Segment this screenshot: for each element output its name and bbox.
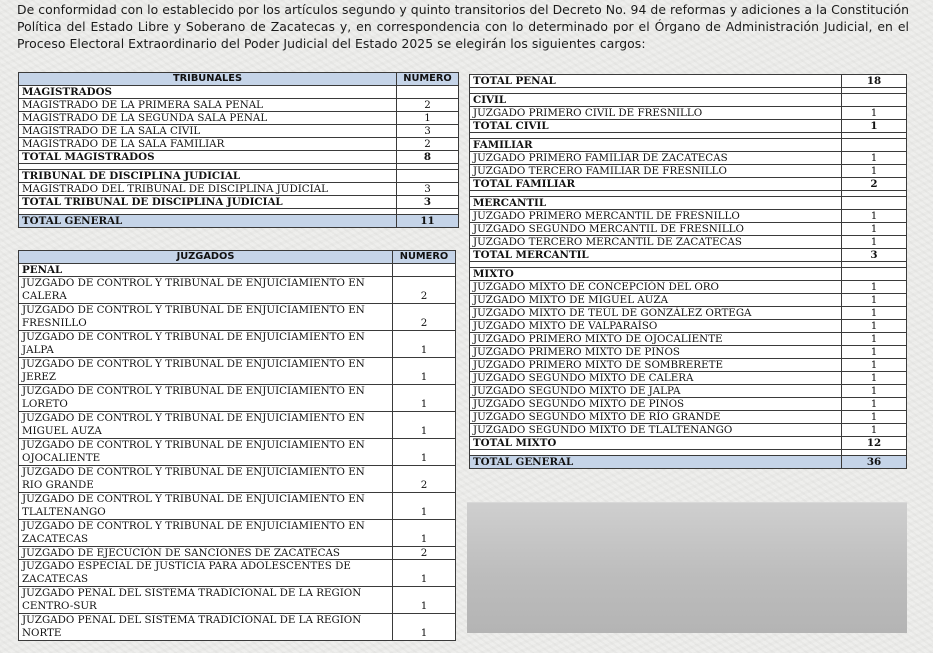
table-row: JUZGADO SEGUNDO MIXTO DE RÍO GRANDE 1 bbox=[470, 411, 907, 424]
numero-header: NÚMERO bbox=[393, 251, 456, 264]
table-row: JUZGADO MIXTO DE VALPARAÍSO 1 bbox=[470, 320, 907, 333]
gray-placeholder-box bbox=[467, 502, 907, 633]
table-row: JUZGADO PENAL DEL SISTEMA TRADICIONAL DE LA REGION NORTE 1 bbox=[19, 614, 456, 641]
section-title-civil: CIVIL bbox=[470, 94, 842, 107]
table-row: JUZGADO SEGUNDO MIXTO DE JALPA 1 bbox=[470, 385, 907, 398]
total-row: TOTAL PENAL 18 bbox=[470, 75, 907, 88]
table-row: JUZGADO PRIMERO MERCANTIL DE FRESNILLO 1 bbox=[470, 210, 907, 223]
table-row: JUZGADO MIXTO DE CONCEPCIÓN DEL ORO 1 bbox=[470, 281, 907, 294]
total-row: TOTAL MERCANTIL 3 bbox=[470, 249, 907, 262]
table-row: JUZGADO DE CONTROL Y TRIBUNAL DE ENJUICIAMIENTO EN ZACATECAS 1 bbox=[19, 520, 456, 547]
table-row: JUZGADO SEGUNDO MIXTO DE PINOS 1 bbox=[470, 398, 907, 411]
table-row: JUZGADO DE CONTROL Y TRIBUNAL DE ENJUICIAMIENTO EN CALERA 2 bbox=[19, 277, 456, 304]
table-row: JUZGADO DE CONTROL Y TRIBUNAL DE ENJUICIAMIENTO EN JEREZ 1 bbox=[19, 358, 456, 385]
section-title-mercantil: MERCANTIL bbox=[470, 197, 842, 210]
table-row: JUZGADO SEGUNDO MIXTO DE CALERA 1 bbox=[470, 372, 907, 385]
table-row: JUZGADO PRIMERO CIVIL DE FRESNILLO 1 bbox=[470, 107, 907, 120]
table-row: JUZGADO DE CONTROL Y TRIBUNAL DE ENJUICIAMIENTO EN JALPA 1 bbox=[19, 331, 456, 358]
numero-header: NÚMERO bbox=[397, 73, 459, 86]
table-row: JUZGADO DE CONTROL Y TRIBUNAL DE ENJUICIAMIENTO EN TLALTENANGO 1 bbox=[19, 493, 456, 520]
table-row: JUZGADO PRIMERO MIXTO DE OJOCALIENTE 1 bbox=[470, 333, 907, 346]
total-row: TOTAL MIXTO 12 bbox=[470, 437, 907, 450]
section-title-mixto: MIXTO bbox=[470, 268, 842, 281]
table-row: MAGISTRADO DEL TRIBUNAL DE DISCIPLINA JUDICIAL 3 bbox=[19, 183, 459, 196]
table-row: JUZGADO DE CONTROL Y TRIBUNAL DE ENJUICIAMIENTO EN LORETO 1 bbox=[19, 385, 456, 412]
table-row: JUZGADO DE EJECUCIÓN DE SANCIONES DE ZACATECAS 2 bbox=[19, 547, 456, 560]
juzgados-header: JUZGADOS bbox=[19, 251, 393, 264]
table-row: MAGISTRADO DE LA SALA FAMILIAR 2 bbox=[19, 138, 459, 151]
table-row: JUZGADO SEGUNDO MERCANTIL DE FRESNILLO 1 bbox=[470, 223, 907, 236]
total-row: TOTAL FAMILIAR 2 bbox=[470, 178, 907, 191]
table-row: MAGISTRADO DE LA SALA CIVIL 3 bbox=[19, 125, 459, 138]
table-row: JUZGADO DE CONTROL Y TRIBUNAL DE ENJUICIAMIENTO EN FRESNILLO 2 bbox=[19, 304, 456, 331]
table-row: JUZGADO DE CONTROL Y TRIBUNAL DE ENJUICIAMIENTO EN OJOCALIENTE 1 bbox=[19, 439, 456, 466]
juzgados-table bbox=[18, 250, 456, 641]
table-row: MAGISTRADO DE LA SEGUNDA SALA PENAL 1 bbox=[19, 112, 459, 125]
table-row: JUZGADO PRIMERO MIXTO DE PINOS 1 bbox=[470, 346, 907, 359]
section-title-magistrados: MAGISTRADOS bbox=[19, 86, 397, 99]
tribunales-header: TRIBUNALES bbox=[19, 73, 397, 86]
table-row: MAGISTRADO DE LA PRIMERA SALA PENAL 2 bbox=[19, 99, 459, 112]
table-row: JUZGADO PRIMERO MIXTO DE SOMBRERETE 1 bbox=[470, 359, 907, 372]
total-general-row: TOTAL GENERAL 11 bbox=[19, 215, 459, 228]
table-row: JUZGADO TERCERO MERCANTIL DE ZACATECAS 1 bbox=[470, 236, 907, 249]
table-row: JUZGADO ESPECIAL DE JUSTICIA PARA ADOLESCENTES DE ZACATECAS 1 bbox=[19, 560, 456, 587]
section-title-disciplina: TRIBUNAL DE DISCIPLINA JUDICIAL bbox=[19, 170, 397, 183]
total-row: TOTAL CIVIL 1 bbox=[470, 120, 907, 133]
table-row: JUZGADO DE CONTROL Y TRIBUNAL DE ENJUICIAMIENTO EN RIO GRANDE 2 bbox=[19, 466, 456, 493]
section-title-penal: PENAL bbox=[19, 264, 393, 277]
juzgados-continuation-table bbox=[469, 74, 907, 469]
tribunales-table bbox=[18, 72, 459, 228]
table-row: JUZGADO PRIMERO FAMILIAR DE ZACATECAS 1 bbox=[470, 152, 907, 165]
intro-paragraph: De conformidad con lo establecido por los artículos segundo y quinto transitorios del Decreto No. 94 de reformas y adiciones a la Constitución Política del Estado Libre y Soberano de Zacatecas y, en correspondencia con lo determinado por el Órgano de Administración Judicial, en el Proceso Electoral Extraordinario del Poder Judicial del Estado 2025 se elegirán los siguientes cargos: bbox=[17, 2, 909, 51]
table-row: JUZGADO PENAL DEL SISTEMA TRADICIONAL DE LA REGION CENTRO-SUR 1 bbox=[19, 587, 456, 614]
total-row: TOTAL TRIBUNAL DE DISCIPLINA JUDICIAL 3 bbox=[19, 196, 459, 209]
table-row: JUZGADO DE CONTROL Y TRIBUNAL DE ENJUICIAMIENTO EN MIGUEL AUZA 1 bbox=[19, 412, 456, 439]
section-title-familiar: FAMILIAR bbox=[470, 139, 842, 152]
table-row: JUZGADO MIXTO DE MIGUEL AUZA 1 bbox=[470, 294, 907, 307]
table-row: JUZGADO MIXTO DE TEÚL DE GONZÁLEZ ORTEGA 1 bbox=[470, 307, 907, 320]
total-general-row: TOTAL GENERAL 36 bbox=[470, 456, 907, 469]
total-row: TOTAL MAGISTRADOS 8 bbox=[19, 151, 459, 164]
table-row: JUZGADO TERCERO FAMILIAR DE FRESNILLO 1 bbox=[470, 165, 907, 178]
table-row: JUZGADO SEGUNDO MIXTO DE TLALTENANGO 1 bbox=[470, 424, 907, 437]
